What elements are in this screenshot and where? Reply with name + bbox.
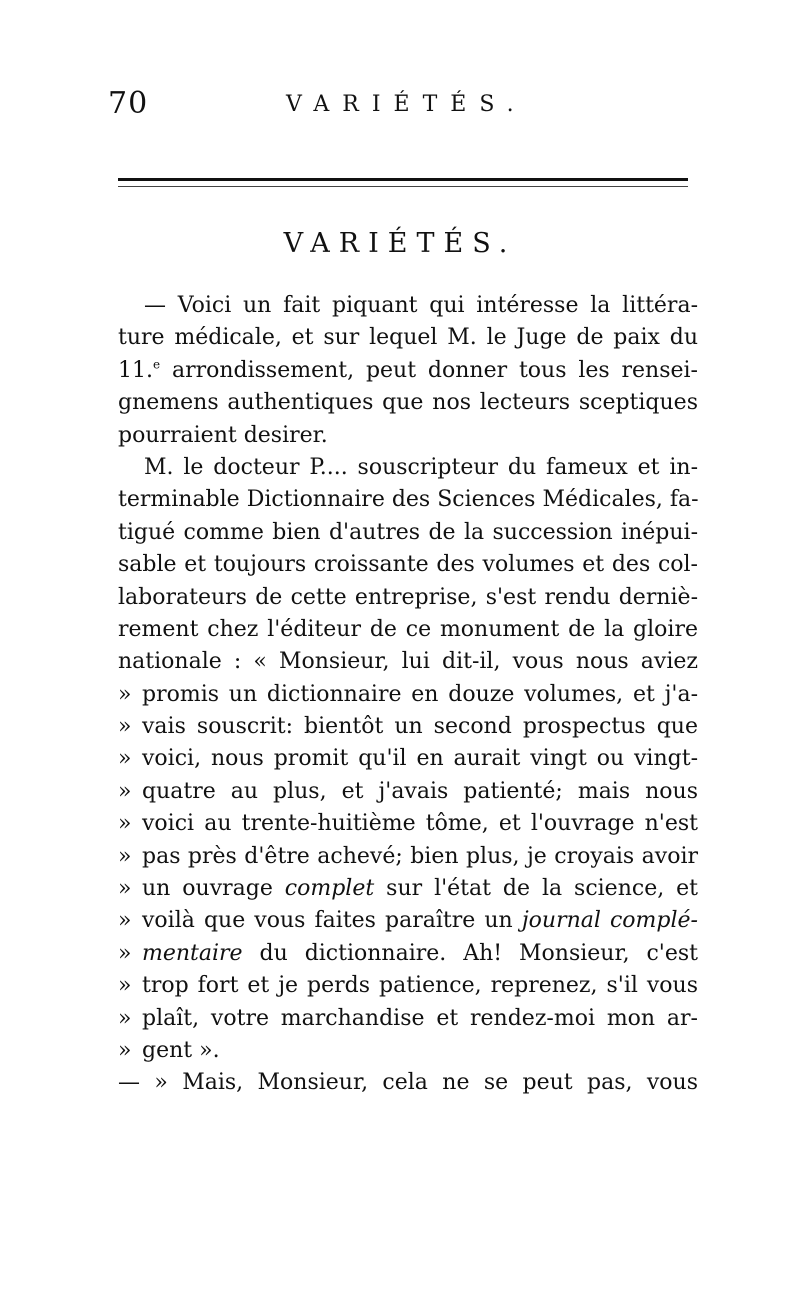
text-line: sable et toujours croissante des volumes et des col- <box>118 552 698 578</box>
quote-mark: » <box>118 1005 132 1031</box>
text-line: » promis un dictionnaire en douze volumes, et j'a- <box>118 679 698 711</box>
text-line: — » Mais, Monsieur, cela ne se peut pas, vous <box>118 1070 698 1096</box>
quote-mark: » <box>118 843 132 869</box>
text-line: » gent ». <box>118 1035 698 1067</box>
section-title: VARIÉTÉS. <box>283 228 517 259</box>
quote-mark: » <box>118 778 132 804</box>
quote-mark: » <box>118 746 132 772</box>
running-title: VARIÉTÉS. <box>286 92 527 117</box>
quote-mark: » <box>118 973 132 999</box>
text-line: » plaît, votre marchandise et rendez-moi mon ar- <box>118 1003 698 1035</box>
header-rule-thick <box>118 178 688 181</box>
text-line: pourraient desirer. <box>118 422 328 448</box>
quote-mark: » <box>118 1037 132 1063</box>
text-line: » un ouvrage complet sur l'état de la science, et <box>118 873 698 905</box>
text-line: » voici, nous promit qu'il en aurait vingt ou vingt- <box>118 743 698 775</box>
ordinal-number: 11. <box>118 357 153 383</box>
italic-phrase: mentaire <box>142 940 243 966</box>
page-number: 70 <box>108 86 149 121</box>
ordinal-superscript: e <box>153 357 161 372</box>
running-head <box>108 86 698 126</box>
quote-mark: » <box>118 876 132 902</box>
text-line: » voici au trente-huitième tôme, et l'ouvrage n'est <box>118 808 698 840</box>
text-line: gnemens authentiques que nos lecteurs sceptiques <box>118 390 698 416</box>
text-line: laborateurs de cette entreprise, s'est rendu derniè- <box>118 584 698 610</box>
italic-phrase: complet <box>284 876 375 902</box>
quote-mark: » <box>118 908 132 934</box>
quote-mark: » <box>118 681 132 707</box>
text-line: » vais souscrit: bientôt un second prospectus que <box>118 711 698 743</box>
quote-mark: » <box>118 940 132 966</box>
quote-mark: » <box>118 811 132 837</box>
text-line: » quatre au plus, et j'avais patienté; mais nous <box>118 776 698 808</box>
text-line: tigué comme bien d'autres de la succession inépui- <box>118 519 698 545</box>
text-line: ture médicale, et sur lequel M. le Juge de paix du <box>118 325 698 351</box>
text-line: » mentaire du dictionnaire. Ah! Monsieur, c'est <box>118 938 698 970</box>
quote-mark: » <box>118 714 132 740</box>
text-line: terminable Dictionnaire des Sciences Médicales, fa- <box>118 487 699 513</box>
text-line: M. le docteur P.... souscripteur du fameux et in- <box>144 454 698 480</box>
text-line: » voilà que vous faites paraître un journal complé- <box>118 905 698 937</box>
text-line: » pas près d'être achevé; bien plus, je croyais avoir <box>118 841 698 873</box>
text-line: rement chez l'éditeur de ce monument de la gloire <box>118 616 698 642</box>
text-line: — Voici un fait piquant qui intéresse la littéra- <box>144 293 698 318</box>
italic-phrase: journal complé- <box>521 908 698 934</box>
body-text <box>118 290 698 1100</box>
text-line: nationale : « Monsieur, lui dit-il, vous nous aviez <box>118 649 698 675</box>
text-line: 11.$^e$ arrondissement, peut donner tous les rensei- <box>118 357 698 383</box>
text-line: » trop fort et je perds patience, reprenez, s'il vous <box>118 970 698 1002</box>
header-rule-thin <box>118 186 688 187</box>
